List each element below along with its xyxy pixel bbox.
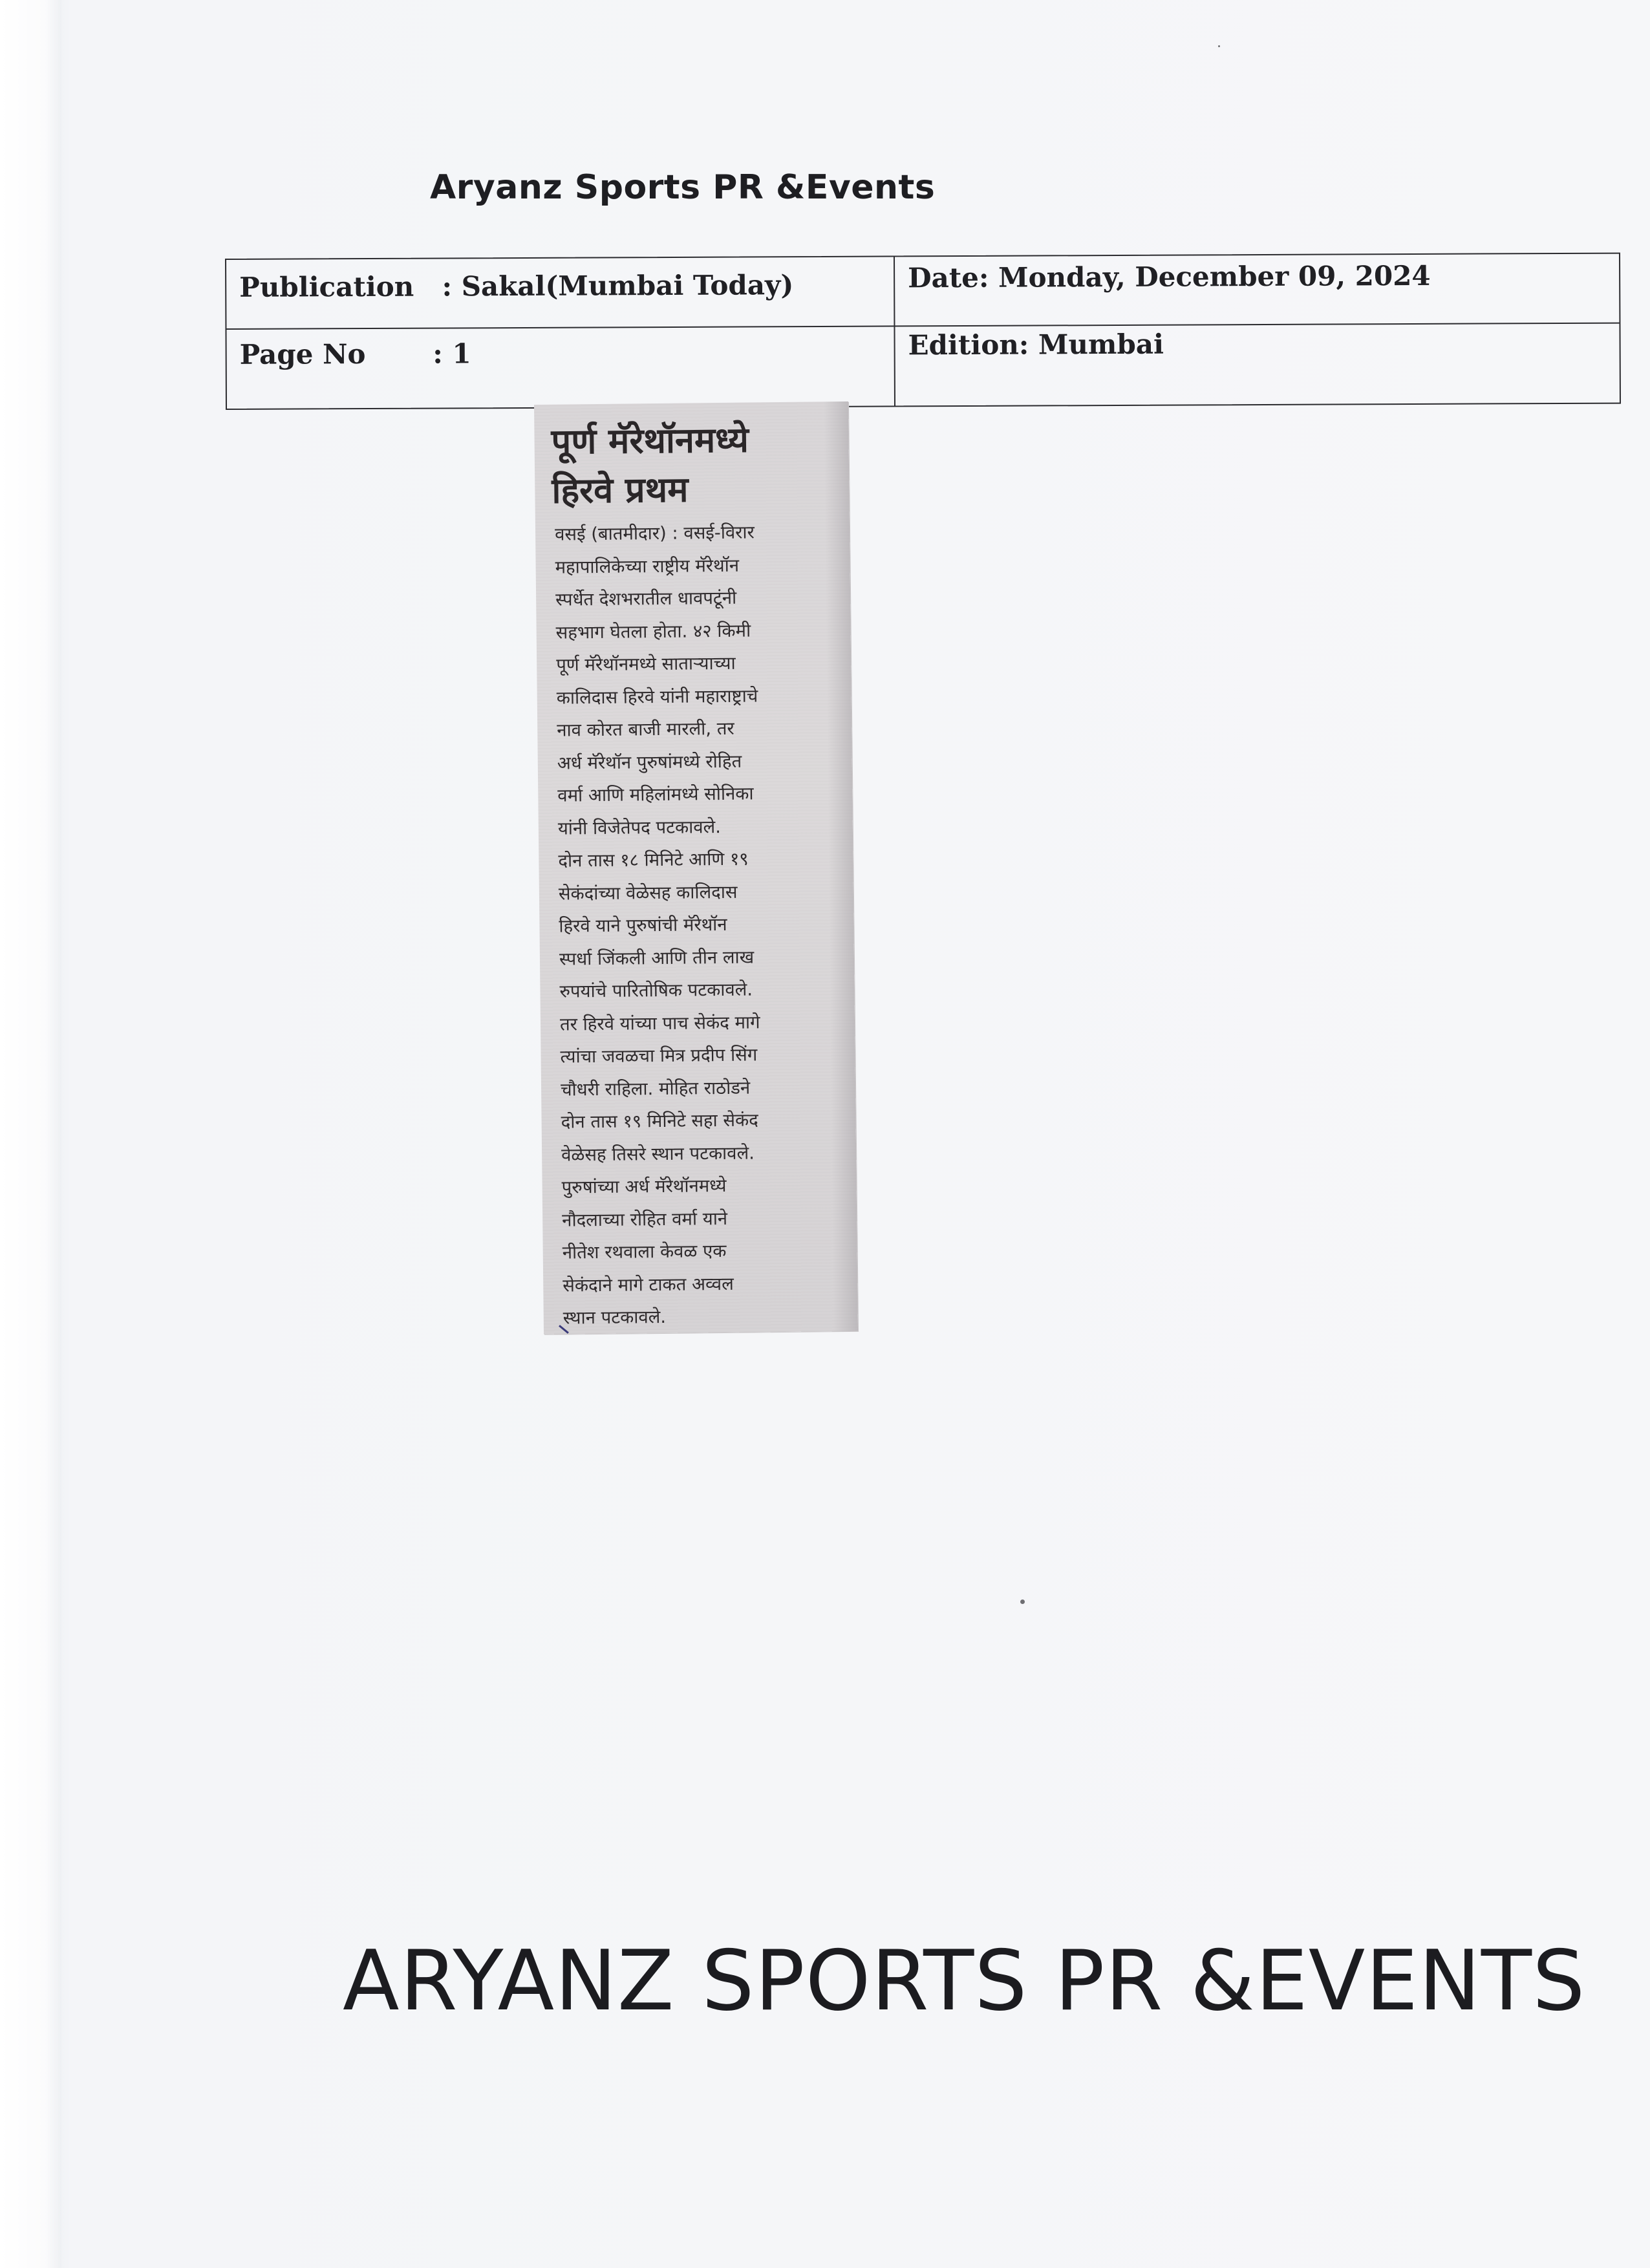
scan-speck: [1218, 45, 1220, 47]
article-line: सेकंदांच्या वेळेसह कालिदास: [558, 881, 738, 904]
article-line: नाव कोरत बाजी मारली, तर: [557, 718, 734, 741]
edition-value: Mumbai: [1038, 328, 1164, 361]
page-number-label: Page No: [239, 338, 366, 370]
article-line: वेळेसह तिसरे स्थान पटकावले.: [561, 1142, 755, 1166]
article-line: वसई (बातमीदार) : वसई-विरार: [554, 522, 755, 545]
article-line: हिरवे याने पुरुषांची मॅरेथॉन: [559, 914, 727, 937]
publication-label: Publication: [239, 270, 414, 303]
article-line: महापालिकेच्या राष्ट्रीय मॅरेथॉन: [555, 555, 740, 578]
headline-line: हिरवे प्रथम: [552, 469, 689, 511]
article-line: दोन तास १९ मिनिटे सहा सेकंद: [561, 1109, 758, 1133]
article-line: पूर्ण मॅरेथॉनमध्ये सातार्‍याच्या: [556, 652, 736, 676]
page-number-value: : 1: [433, 337, 471, 370]
article-line: स्पर्धा जिंकली आणि तीन लाख: [559, 946, 755, 970]
clipping-headline: [551, 414, 837, 516]
article-line: दोन तास १८ मिनिटे आणि १९: [558, 848, 749, 872]
article-line: वर्मा आणि महिलांमध्ये सोनिका: [557, 783, 754, 806]
article-line: स्थान पटकावले.: [562, 1306, 667, 1329]
edition-cell: [908, 328, 1164, 361]
article-line: यांनी विजेतेपद पटकावले.: [557, 816, 722, 839]
article-line: चौधरी राहिला. मोहित राठोडने: [560, 1077, 751, 1100]
article-line: स्पर्धेत देशभरातील धावपटूंनी: [555, 587, 737, 610]
page-header-title: Aryanz Sports PR &Events: [430, 168, 936, 207]
headline-line: पूर्ण मॅरेथॉनमध्ये: [551, 419, 749, 462]
article-line: तर हिरवे यांच्या पाच सेकंद मागे: [559, 1011, 760, 1035]
page-footer-title: ARYANZ SPORTS PR &EVENTS: [343, 1933, 1586, 2029]
article-line: कालिदास हिरवे यांनी महाराष्ट्राचे: [556, 685, 758, 709]
scan-speck: [1020, 1599, 1025, 1604]
article-line: रुपयांचे पारितोषिक पटकावले.: [559, 979, 753, 1002]
date-value: Monday, December 09, 2024: [998, 259, 1431, 294]
article-line: नीतेश रथवाला केवळ एक: [562, 1240, 727, 1263]
newspaper-clipping: [534, 401, 858, 1334]
date-label: Date:: [908, 261, 989, 294]
article-line: सहभाग घेतला होता. ४२ किमी: [555, 620, 751, 643]
article-line: सेकंदाने मागे टाकत अव्वल: [562, 1273, 734, 1296]
page-left-edge: [0, 0, 61, 2268]
page-number-cell: [240, 337, 471, 370]
publication-value: : Sakal(Mumbai Today): [442, 269, 794, 303]
edition-label: Edition:: [908, 328, 1029, 361]
date-cell: [908, 260, 1431, 294]
article-line: अर्ध मॅरेथॉन पुरुषांमध्ये रोहित: [557, 751, 742, 774]
article-line: पुरुषांच्या अर्ध मॅरेथॉनमध्ये: [561, 1175, 727, 1198]
article-line: त्यांचा जवळचा मित्र प्रदीप सिंग: [560, 1044, 758, 1067]
article-line: नौदलाच्या रोहित वर्मा याने: [562, 1208, 728, 1231]
clipping-article-body: [555, 515, 841, 1334]
publication-cell: [239, 269, 793, 303]
publication-info-table: [225, 253, 1620, 409]
